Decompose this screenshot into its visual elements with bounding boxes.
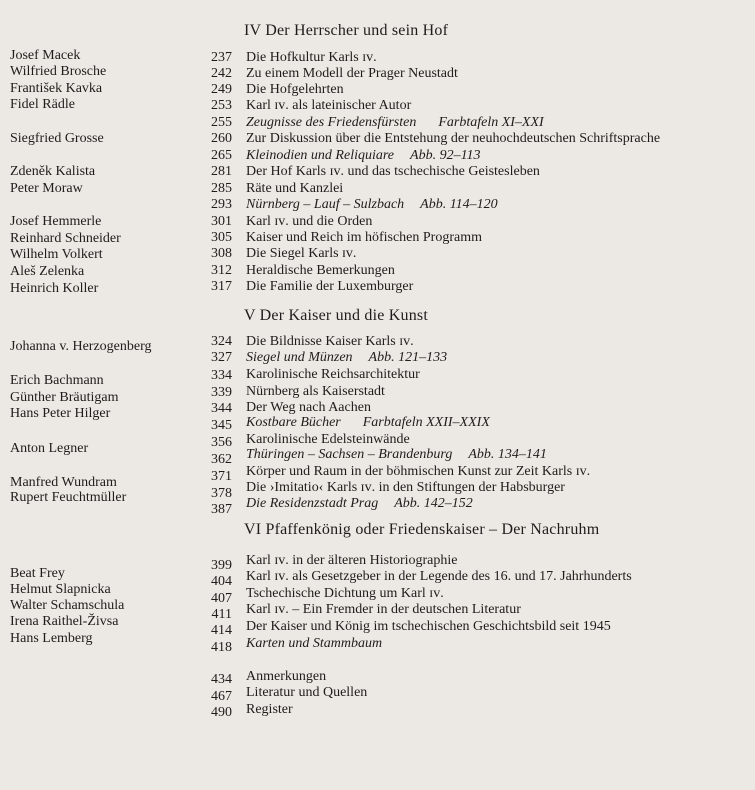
page-number: 285 [211, 181, 232, 196]
author-name: Heinrich Koller [10, 281, 99, 296]
entry-title: Karolinische Reichsarchitektur [246, 367, 420, 382]
entry-title: Karl ɪᴠ. als Gesetzgeber in der Legende des 16. und 17. Jahrhunderts [246, 569, 632, 584]
plate-note: Abb. 134–141 [468, 447, 547, 462]
entry-title: Tschechische Dichtung um Karl ɪᴠ. [246, 586, 444, 601]
page-number: 237 [211, 50, 232, 65]
author-name: Walter Schamschula [10, 598, 125, 613]
page-number: 324 [211, 334, 232, 349]
author-name: Josef Hemmerle [10, 214, 102, 229]
plate-note: Abb. 92–113 [410, 148, 481, 163]
page-number: 265 [211, 148, 232, 163]
plate-entry [246, 447, 547, 463]
entry-title: Die ›Imitatio‹ Karls ɪᴠ. in den Stiftungen der Habsburger [246, 480, 565, 495]
author-name: Peter Moraw [10, 181, 83, 196]
page-number: 301 [211, 214, 232, 229]
entry-title: Räte und Kanzlei [246, 181, 344, 196]
entry-title: Karl ɪᴠ. in der älteren Historiographie [246, 553, 458, 568]
plate-entry [246, 350, 447, 366]
entry-title: Die Siegel Karls ɪᴠ. [246, 246, 357, 261]
author-name: Hans Peter Hilger [10, 406, 111, 421]
page-number: 253 [211, 98, 232, 113]
entry-title: Karl ɪᴠ. als lateinischer Autor [246, 98, 412, 113]
entry-title: Kleinodien und Reliquiare [246, 148, 395, 163]
author-name: Hans Lemberg [10, 631, 93, 646]
page-number: 344 [211, 401, 232, 416]
page-number: 345 [211, 418, 232, 433]
entry-title: Karl ɪᴠ. und die Orden [246, 214, 373, 229]
section-heading: IV Der Herrscher und sein Hof [244, 22, 449, 39]
page-number: 312 [211, 263, 232, 278]
page-number: 327 [211, 350, 232, 365]
plate-note: Abb. 121–133 [368, 350, 448, 365]
author-name: Helmut Slapnicka [10, 582, 111, 597]
author-name: Beat Frey [10, 566, 65, 581]
plate-note: Abb. 142–152 [394, 496, 473, 511]
entry-title: Kaiser und Reich im höfischen Programm [246, 230, 483, 245]
section-heading: V Der Kaiser und die Kunst [244, 307, 428, 324]
entry-title: Die Hofgelehrten [246, 82, 344, 97]
author-name: Aleš Zelenka [10, 264, 85, 279]
author-name: Erich Bachmann [10, 373, 104, 388]
author-name: Reinhard Schneider [10, 231, 121, 246]
page-number: 362 [211, 452, 232, 467]
entry-title: Nürnberg – Lauf – Sulzbach [246, 197, 405, 212]
page-number: 411 [211, 607, 232, 622]
page-number: 242 [211, 66, 232, 81]
author-name: Fidel Rädle [10, 97, 75, 112]
page-number: 378 [211, 486, 232, 501]
section-heading: VI Pfaffenkönig oder Friedenskaiser – Der Nachruhm [244, 521, 600, 538]
author-name: František Kavka [10, 81, 103, 96]
author-name: Zdeněk Kalista [10, 164, 96, 179]
page-number: 249 [211, 82, 232, 97]
entry-title: Zu einem Modell der Prager Neustadt [246, 66, 458, 81]
page-number: 387 [211, 502, 232, 517]
page-number: 414 [211, 623, 232, 638]
plate-note: Abb. 114–120 [420, 197, 498, 212]
page-number: 281 [211, 164, 232, 179]
entry-title: Zeugnisse des Friedensfürsten [246, 115, 417, 130]
page-number: 305 [211, 230, 232, 245]
page-number: 356 [211, 435, 232, 450]
page-number: 407 [211, 591, 232, 606]
author-name: Günther Bräutigam [10, 390, 119, 405]
plate-entry [246, 415, 490, 431]
entry-title: Nürnberg als Kaiserstadt [246, 384, 385, 399]
entry-title: Siegel und Münzen [246, 350, 353, 365]
entry-title: Die Familie der Luxemburger [246, 279, 414, 294]
plate-note: Farbtafeln XI–XXI [438, 115, 544, 130]
entry-title: Die Hofkultur Karls ɪᴠ. [246, 50, 377, 65]
entry-title: Der Kaiser und König im tschechischen Geschichtsbild seit 1945 [246, 619, 611, 634]
entry-title: Anmerkungen [246, 669, 327, 684]
page-number: 399 [211, 558, 232, 573]
entry-title: Die Residenzstadt Prag [246, 496, 379, 511]
entry-title: Die Bildnisse Kaiser Karls ɪᴠ. [246, 334, 414, 349]
entry-title: Karten und Stammbaum [246, 636, 383, 651]
entry-title: Der Weg nach Aachen [246, 400, 371, 415]
entry-title: Register [246, 702, 293, 717]
page-number: 260 [211, 131, 232, 146]
author-name: Manfred Wundram [10, 475, 117, 490]
plate-note: Farbtafeln XXII–XXIX [362, 415, 490, 430]
page-number: 334 [211, 368, 232, 383]
entry-title: Karl ɪᴠ. – Ein Fremder in der deutschen Literatur [246, 602, 521, 617]
page-number: 255 [211, 115, 232, 130]
entry-title: Zur Diskussion über die Entstehung der neuhochdeutschen Schriftsprache [246, 131, 661, 146]
plate-entry [246, 496, 473, 512]
page-number: 490 [211, 705, 232, 720]
page-number: 317 [211, 279, 232, 294]
entry-title: Literatur und Quellen [246, 685, 368, 700]
author-name: Irena Raithel-Živsa [10, 614, 119, 629]
entry-title: Kostbare Bücher [246, 415, 341, 430]
author-name: Siegfried Grosse [10, 131, 104, 146]
page-number: 339 [211, 385, 232, 400]
page-number: 418 [211, 640, 232, 655]
author-name: Anton Legner [10, 441, 89, 456]
entry-title: Heraldische Bemerkungen [246, 263, 395, 278]
author-name: Wilhelm Volkert [10, 247, 103, 262]
entry-title: Der Hof Karls ɪᴠ. und das tschechische Geistesleben [246, 164, 540, 179]
page-number: 404 [211, 574, 232, 589]
page-number: 293 [211, 197, 232, 212]
plate-entry [246, 197, 498, 213]
page-number: 467 [211, 689, 232, 704]
page-number: 308 [211, 246, 232, 261]
author-name: Johanna v. Herzogenberg [10, 339, 152, 354]
author-name: Wilfried Brosche [10, 64, 107, 79]
author-name: Rupert Feuchtmüller [10, 490, 127, 505]
plate-entry [246, 148, 481, 164]
author-name: Josef Macek [10, 48, 81, 63]
page-number: 434 [211, 672, 232, 687]
page-number: 371 [211, 469, 232, 484]
entry-title: Thüringen – Sachsen – Brandenburg [246, 447, 453, 462]
plate-entry [246, 115, 544, 131]
entry-title: Karolinische Edelsteinwände [246, 432, 410, 447]
entry-title: Körper und Raum in der böhmischen Kunst zur Zeit Karls ɪᴠ. [246, 464, 591, 479]
